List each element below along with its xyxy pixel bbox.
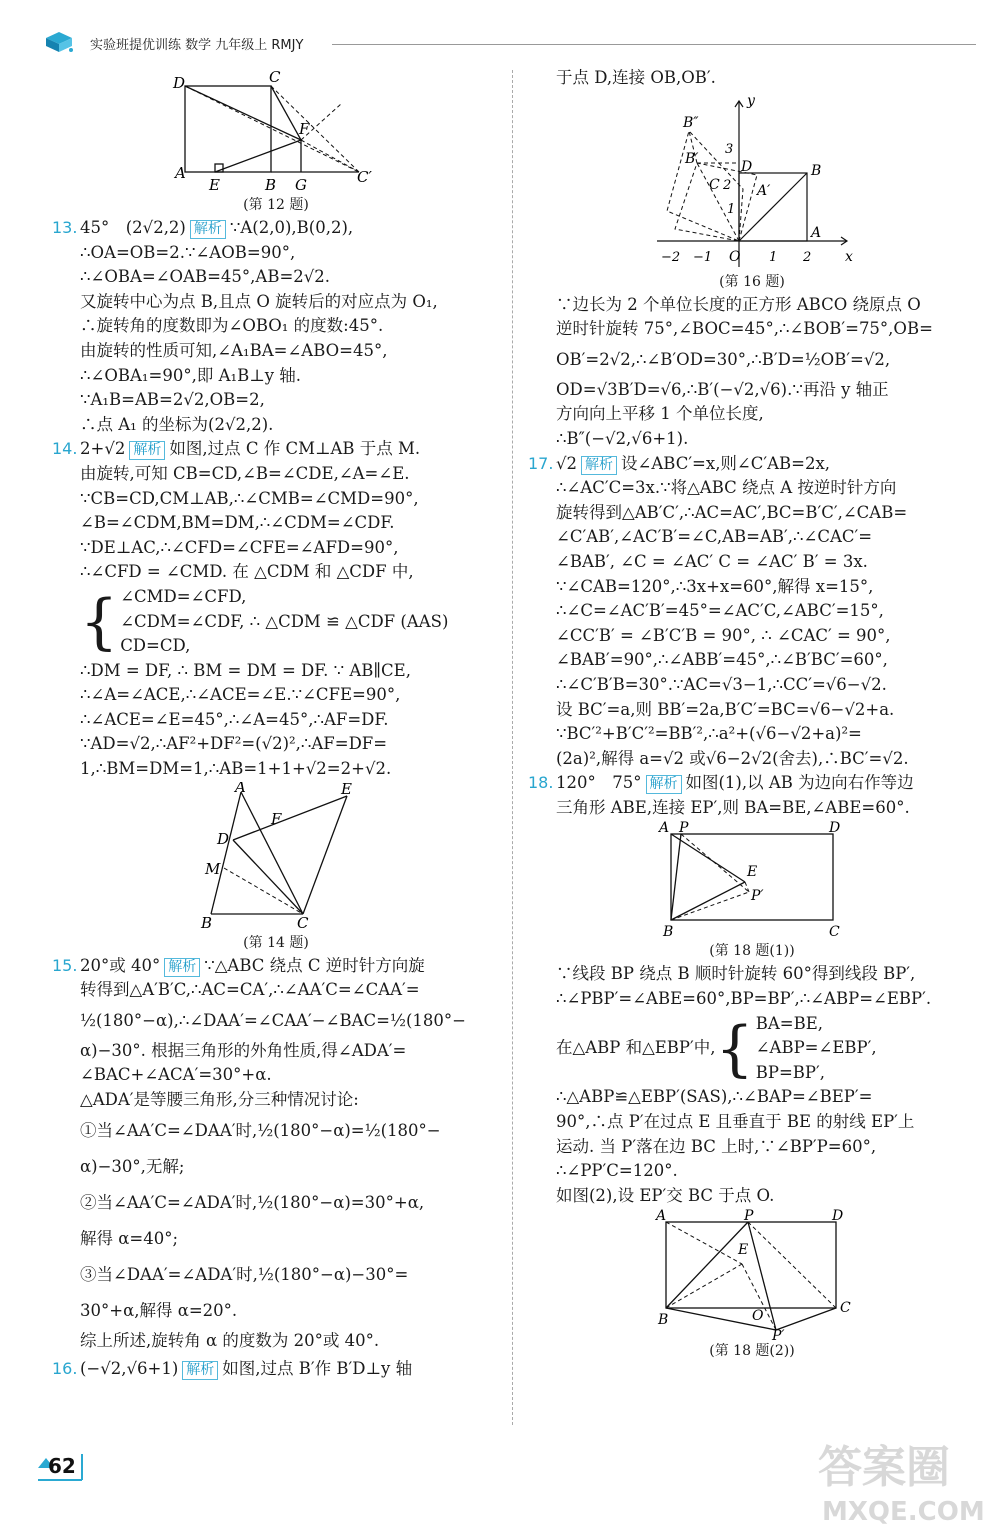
figure-18-2-diagram — [652, 1208, 852, 1340]
fig16-tick-x1: 1 — [769, 249, 778, 265]
fig18b-label-A: A — [656, 1208, 667, 1225]
fig14-label-M: M — [205, 859, 221, 878]
text-line: ∵A(2,0),B(0,2), — [229, 218, 354, 237]
left-brace: { — [715, 1013, 754, 1084]
watermark-logo — [810, 1428, 990, 1528]
text-line: 逆时针旋转 75°,∠BOC=45°,∴∠BOB′=75°,OB= — [556, 319, 933, 339]
text-line: ∴∠AC′C=3x.∵将△ABC 绕点 A 按逆时针方向 — [556, 478, 897, 498]
fig12-label-C-prime: C′ — [357, 168, 372, 186]
figure-12 — [161, 66, 391, 194]
text-line: 1,∴BM=DM=1,∴AB=1+1+√2=2+√2. — [80, 759, 392, 779]
text-line: △ADA′是等腰三角形,分三种情况讨论: — [80, 1090, 359, 1110]
text-line: 如图,过点 C 作 CM⊥AB 于点 M. — [169, 439, 421, 459]
fig16-label-x: x — [845, 248, 853, 265]
text-line: 方向向上平移 1 个单位长度, — [556, 404, 764, 424]
answer: (−√2,√6+1) — [80, 1359, 179, 1379]
text-line: ∠BAC+∠ACA′=30°+α. — [80, 1065, 272, 1085]
right-column — [528, 66, 976, 1362]
text-line: ∠B=∠CDM,BM=DM,∴∠CDM=∠CDF. — [80, 513, 395, 533]
text-line: (2a)²,解得 a=√2 或√6−2√2(舍去),∴BC′=√2. — [556, 748, 909, 768]
fig18a-label-P: P — [679, 820, 689, 837]
fig16-tick-neg2: −2 — [661, 249, 681, 265]
fig18a-label-P-prime: P′ — [751, 888, 764, 905]
watermark-line2: MXQE.COM — [822, 1497, 985, 1527]
text-line: BP=BP′, — [755, 1062, 825, 1082]
fig14-label-F: F — [271, 809, 282, 828]
text-line: 旋转得到△AB′C′,∴AC=AC′,BC=B′C′,∠CAB= — [556, 502, 908, 522]
fig18a-label-D: D — [829, 820, 841, 837]
watermark-line1: 答案圈 — [818, 1442, 950, 1493]
congruence-system — [528, 1012, 976, 1086]
figure-12-diagram — [161, 66, 391, 194]
fig16-tick-2: 2 — [723, 177, 732, 193]
figure-14-diagram — [191, 782, 361, 932]
text-line: ∴∠ACE=∠E=45°,∴∠A=45°,∴AF=DF. — [80, 709, 389, 729]
left-brace: { — [80, 586, 119, 657]
fig16-tick-neg1: −1 — [693, 249, 713, 265]
question-number: 18. — [528, 773, 554, 793]
question-18-continued — [528, 962, 976, 1208]
fig16-label-O: O — [729, 248, 741, 265]
text-line: ∴∠C′B′B=30°.∵AC=√3−1,∴CC′=√6−√2. — [556, 674, 887, 694]
text-line: 如图(2),设 EP′交 BC 于点 O. — [556, 1185, 775, 1205]
text-line: 由旋转,可知 CB=CD,∠B=∠CDE,∠A=∠E. — [80, 463, 410, 483]
text-line: ∴∠OBA=∠OAB=45°,AB=2√2. — [80, 267, 331, 287]
fig16-tick-x2: 2 — [803, 249, 812, 265]
fig18b-label-B: B — [658, 1312, 669, 1329]
text-line: ∵AD=√2,∴AF²+DF²=(√2)²,∴AF=DF= — [80, 734, 388, 754]
fig12-label-C: C — [269, 68, 281, 86]
fig16-label-B-prime: B′ — [685, 150, 699, 167]
text-line: ∵A₁B=AB=2√2,OB=2, — [80, 390, 265, 410]
answer: √2 — [556, 453, 578, 473]
text-line: 30°+α,解得 α=20°. — [80, 1300, 238, 1320]
fig16-label-C: C — [709, 176, 720, 193]
analysis-tag: 解析 — [190, 220, 226, 239]
text-line: 解得 α=40°; — [80, 1228, 179, 1248]
text-line: 如图(1),以 AB 为边向右作等边 — [685, 773, 914, 793]
text-line: ∵△ABC 绕点 C 逆时针方向旋 — [204, 955, 425, 975]
question-16-continued — [528, 293, 976, 452]
text-line: ∴∠C=∠AC′B′=45°=∠AC′C,∠ABC′=15°, — [556, 601, 884, 621]
figure-16-caption: (第 16 题) — [719, 273, 785, 290]
text-line: 又旋转中心为点 B,且点 O 旋转后的对应点为 O₁, — [80, 291, 438, 311]
text-line: ∠C′AB′,∠AC′B′=∠C,AB=AB′,∴∠CAC′= — [556, 527, 873, 547]
question-number: 16. — [52, 1359, 78, 1379]
fig12-label-B: B — [265, 176, 277, 194]
text-line: ½(180°−α),∴∠DAA′=∠CAA′−∠BAC=½(180°− — [80, 1010, 466, 1030]
fig12-label-G: G — [295, 176, 307, 194]
congruence-system — [52, 585, 500, 659]
text-line: OD=√3B′D=√6,∴B′(−√2,√6).∵再沿 y 轴正 — [556, 379, 889, 399]
fig16-label-B-dprime: B″ — [683, 114, 699, 131]
fig18b-label-D: D — [832, 1208, 844, 1225]
fig16-label-A-prime: A′ — [757, 182, 771, 199]
text-line: ∴旋转角的度数即为∠OBO₁ 的度数:45°. — [80, 316, 384, 336]
figure-16-diagram — [647, 91, 857, 271]
figure-18-1-caption: (第 18 题(1)) — [709, 943, 795, 960]
text-line: ∵边长为 2 个单位长度的正方形 ABCO 绕原点 O — [556, 294, 921, 314]
question-number: 14. — [52, 439, 78, 459]
text-line: ∠ABP=∠EBP′, — [755, 1038, 877, 1058]
text-line: ∵∠CAB=120°,∴3x+x=60°,解得 x=15°, — [556, 576, 874, 596]
fig18b-label-O: O — [752, 1308, 764, 1325]
question-17 — [528, 452, 976, 772]
analysis-tag: 解析 — [646, 775, 682, 794]
book-title: 实验班提优训练 数学 九年级上 RMJY — [90, 38, 304, 53]
text-line: ③当∠DAA′=∠ADA′时,½(180°−α)−30°= — [80, 1264, 409, 1284]
text-line: α)−30°,无解; — [80, 1156, 185, 1176]
text-line: ①当∠AA′C=∠DAA′时,½(180°−α)=½(180°− — [80, 1120, 441, 1140]
fig12-label-F: F — [299, 120, 310, 138]
text-line: 由旋转的性质可知,∠A₁BA=∠ABO=45°, — [80, 340, 388, 360]
fig18b-label-E: E — [738, 1242, 749, 1259]
text-line: 90°,∴点 P′在过点 E 且垂直于 BE 的射线 EP′上 — [556, 1112, 915, 1132]
answer: 20°或 40° — [80, 955, 161, 975]
question-16 — [52, 1357, 500, 1382]
fig12-label-D: D — [173, 74, 186, 92]
column-divider — [512, 70, 513, 1425]
text-line: ∴∠PP′C=120°. — [556, 1161, 678, 1181]
figure-14 — [191, 782, 361, 932]
analysis-tag: 解析 — [581, 456, 617, 475]
text-line: ∴△ABP≌△EBP′(SAS),∴∠BAP=∠BEP′= — [556, 1087, 873, 1107]
text-line: ∴∠OBA₁=90°,即 A₁B⊥y 轴. — [80, 365, 302, 385]
text-line: 于点 D,连接 OB,OB′. — [556, 68, 716, 87]
header-rule — [332, 44, 976, 45]
fig18b-label-P: P — [744, 1208, 754, 1225]
text-line: 综上所述,旋转角 α 的度数为 20°或 40°. — [80, 1330, 380, 1350]
figure-18-1 — [657, 820, 847, 940]
fig16-label-B: B — [811, 162, 822, 179]
text-line: ∴点 A₁ 的坐标为(2√2,2). — [80, 414, 274, 434]
page-number: 62 — [48, 1454, 76, 1478]
fig12-label-E: E — [209, 176, 220, 194]
text-line: ∠BAB′, ∠C = ∠AC′ C = ∠AC′ B′ = 3x. — [556, 551, 868, 571]
question-13 — [52, 216, 500, 437]
text-line: 运动. 当 P′落在边 BC 上时,∵∠BP′P=60°, — [556, 1136, 877, 1156]
text-line: ∠BAB′=90°,∴∠ABB′=45°,∴∠B′BC′=60°, — [556, 650, 888, 670]
question-14 — [52, 437, 500, 781]
fig14-label-E: E — [341, 781, 352, 798]
text-line: ∵CB=CD,CM⊥AB,∴∠CMB=∠CMD=90°, — [80, 488, 419, 508]
figure-18-2 — [652, 1208, 852, 1340]
figure-14-caption: (第 14 题) — [243, 934, 309, 951]
text-line: BA=BE, — [755, 1013, 823, 1033]
text-line: ∴OA=OB=2.∵∠AOB=90°, — [80, 242, 296, 262]
fig18a-label-C: C — [829, 924, 840, 941]
fig14-label-D: D — [217, 829, 230, 848]
text-line: 在△ABP 和△EBP′中, — [556, 1038, 716, 1058]
analysis-tag: 解析 — [182, 1361, 218, 1380]
text-line: ∴∠CFD = ∠CMD. 在 △CDM 和 △CDF 中, — [80, 562, 414, 582]
text-line: 如图,过点 B′作 B′D⊥y 轴 — [222, 1359, 413, 1379]
text-line: ∵BC′²+B′C′²=BB′²,∴a²+(√6−√2+a)²= — [556, 724, 862, 744]
fig16-tick-3: 3 — [725, 141, 734, 157]
answer: 2+√2 — [80, 439, 126, 459]
question-15 — [52, 954, 500, 1354]
text-line: ②当∠AA′C=∠ADA′时,½(180°−α)=30°+α, — [80, 1192, 425, 1212]
text-line: ∴∠A=∠ACE,∴∠ACE=∠E.∵∠CFE=90°, — [80, 685, 401, 705]
text-line: ∴B″(−√2,√6+1). — [556, 428, 689, 448]
fig18a-label-B: B — [663, 924, 674, 941]
fig12-label-A: A — [175, 164, 186, 182]
fig18b-label-C: C — [840, 1300, 851, 1317]
text-line: ∴DM = DF, ∴ BM = DM = DF. ∵ AB∥CE, — [80, 660, 411, 680]
fig14-label-B: B — [201, 913, 213, 932]
text-line: ∠CC′B′ = ∠B′C′B = 90°, ∴ ∠CAC′ = 90°, — [556, 625, 891, 645]
question-number: 15. — [52, 955, 78, 975]
fig18b-label-P-prime: P′ — [772, 1328, 785, 1341]
text-line: 设 BC′=a,则 BB′=2a,B′C′=BC=√6−√2+a. — [556, 699, 895, 719]
question-number: 17. — [528, 453, 554, 473]
analysis-tag: 解析 — [164, 958, 200, 977]
text-line: ∴∠PBP′=∠ABE=60°,BP=BP′,∴∠ABP=∠EBP′. — [556, 989, 932, 1009]
text-line: ∠CDM=∠CDF, ∴ △CDM ≌ △CDF (AAS) — [120, 611, 449, 631]
answer: 45° (2√2,2) — [80, 218, 186, 237]
fig18a-label-A: A — [659, 820, 670, 837]
figure-16 — [647, 91, 857, 271]
fig16-label-y: y — [747, 92, 755, 109]
fig18a-label-E: E — [747, 864, 758, 881]
fig14-label-A: A — [235, 781, 246, 796]
text-line: ∠CMD=∠CFD, — [120, 586, 247, 606]
question-number: 13. — [52, 218, 78, 237]
text-line: ∵线段 BP 绕点 B 顺时针旋转 60°得到线段 BP′, — [556, 964, 916, 984]
page-header — [0, 0, 1001, 60]
figure-18-1-diagram — [657, 820, 847, 940]
text-line: CD=CD, — [120, 636, 191, 656]
answer: 120° 75° — [556, 773, 642, 793]
figure-18-2-caption: (第 18 题(2)) — [709, 1343, 795, 1360]
figure-12-caption: (第 12 题) — [243, 197, 309, 213]
text-line: 设∠ABC′=x,则∠C′AB=2x, — [621, 453, 831, 473]
book-logo-icon — [44, 30, 74, 54]
text-line: 三角形 ABE,连接 EP′,则 BA=BE,∠ABE=60°. — [556, 797, 910, 817]
fig16-label-D: D — [741, 158, 753, 175]
analysis-tag: 解析 — [129, 441, 165, 460]
text-line: 转得到△A′B′C,∴AC=CA′,∴∠AA′C=∠CAA′= — [80, 980, 420, 1000]
left-column — [52, 66, 500, 1382]
fig16-tick-1: 1 — [727, 201, 736, 217]
fig16-label-A: A — [811, 224, 822, 241]
question-18 — [528, 771, 976, 820]
fig14-label-C: C — [297, 913, 309, 932]
text-line: ∵DE⊥AC,∴∠CFD=∠CFE=∠AFD=90°, — [80, 537, 399, 557]
text-line: α)−30°. 根据三角形的外角性质,得∠ADA′= — [80, 1040, 407, 1060]
text-line: OB′=2√2,∴∠B′OD=30°,∴B′D=½OB′=√2, — [556, 349, 891, 369]
